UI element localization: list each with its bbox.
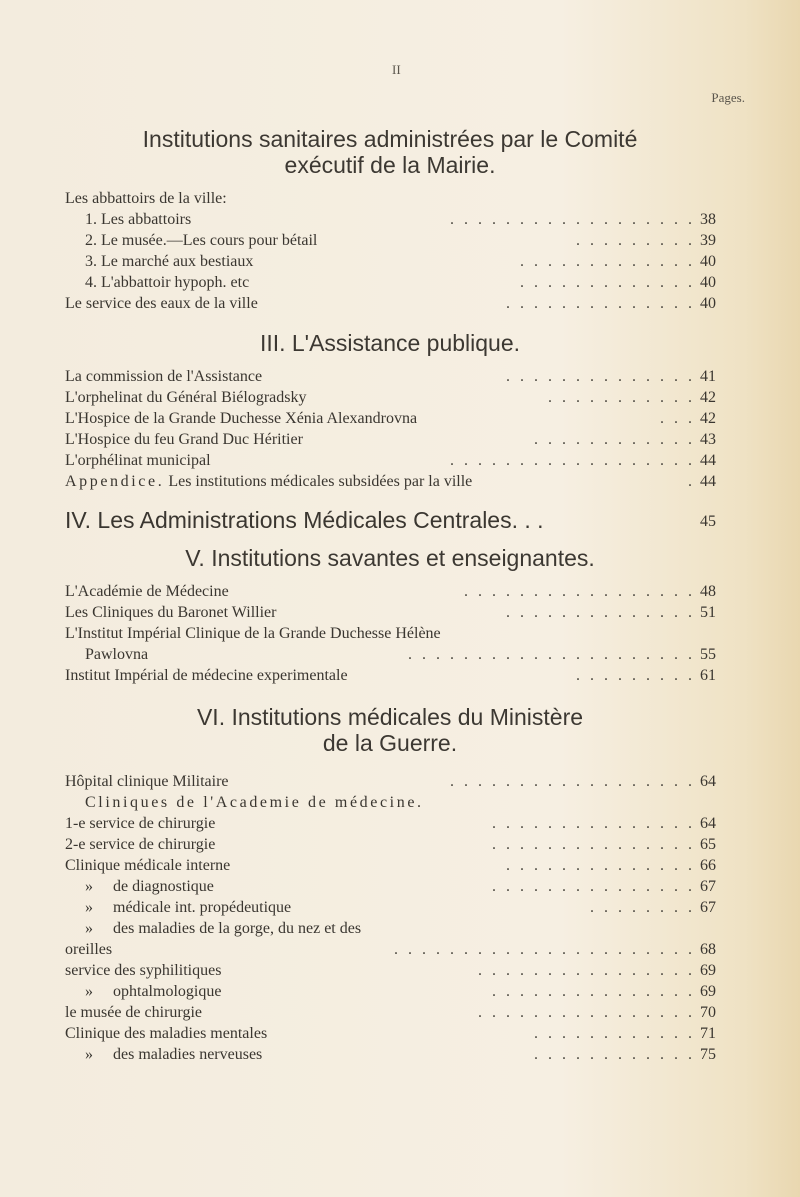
- toc-entry[interactable]: [65, 1044, 745, 1065]
- entry-page: 66: [700, 857, 716, 874]
- toc-entry[interactable]: [65, 408, 745, 429]
- toc-entry[interactable]: [65, 387, 745, 408]
- leader-dots: . . . . . . . . . . . . . . . . . . . . .: [408, 646, 695, 663]
- entry-text: Institut Impérial de médecine experimentale: [65, 667, 348, 684]
- entry-text: 2-e service de chirurgie: [65, 836, 216, 853]
- entry-text-line1: L'Institut Impérial Clinique de la Grande Duchesse Hélène: [65, 625, 441, 642]
- section-heading-sanitaires: Institutions sanitaires administrées par le Comité: [142, 126, 638, 152]
- entry-text: Les Cliniques du Baronet Willier: [65, 604, 277, 621]
- entry-text: La commission de l'Assistance: [65, 368, 263, 385]
- section-heading-administrations-row[interactable]: [65, 507, 745, 533]
- entry-page: 40: [700, 295, 716, 312]
- leader-dots: . . . . . . . . . . . . . . . .: [478, 1004, 695, 1021]
- page-number: II: [392, 62, 401, 77]
- entry-text: service des syphilitiques: [65, 962, 222, 979]
- leader-dots: . . .: [660, 410, 695, 427]
- toc-entry[interactable]: [65, 876, 745, 897]
- entry-text: » de diagnostique: [85, 878, 214, 895]
- toc-entry[interactable]: [65, 1023, 745, 1044]
- toc-entry[interactable]: [65, 209, 745, 230]
- leader-dots: . . . . . . . . . . . .: [534, 1046, 695, 1063]
- leader-dots: . . . . . . . . . . . . . .: [506, 604, 695, 621]
- toc-entry[interactable]: [65, 429, 745, 450]
- entry-page: 44: [700, 452, 716, 469]
- leader-dots: . . . . . . . . . . . . . . . . . . . . . .: [394, 941, 695, 958]
- entry-text: L'Hospice du feu Grand Duc Héritier: [65, 431, 303, 448]
- entry-text: L'orphelinat du Général Biélogradsky: [65, 389, 307, 406]
- toc-entry[interactable]: [65, 644, 745, 665]
- toc-entry[interactable]: [65, 834, 745, 855]
- toc-entry[interactable]: [65, 251, 745, 272]
- entry-text: » des maladies nerveuses: [85, 1046, 263, 1063]
- entry-page: 42: [700, 389, 716, 406]
- appendix-label: Appendice.: [65, 473, 165, 490]
- entry-page: 64: [700, 773, 716, 790]
- entry-page: 55: [700, 646, 716, 663]
- entry-page: 42: [700, 410, 716, 427]
- entry-page: 71: [700, 1025, 716, 1042]
- section-heading-guerre: VI. Institutions médicales du Ministère: [196, 704, 584, 730]
- section-heading-assistance: III. L'Assistance publique.: [259, 330, 521, 356]
- entry-text: 3. Le marché aux bestiaux: [85, 253, 254, 270]
- section-heading-sanitaires-line2: exécutif de la Mairie.: [284, 152, 496, 178]
- entry-page: 67: [700, 878, 716, 895]
- leader-dots: . . . . . . . .: [590, 899, 695, 916]
- leader-dots: . . . . . . . . . . . .: [534, 1025, 695, 1042]
- entry-page: 75: [700, 1046, 716, 1063]
- entry-page: 45: [700, 513, 716, 530]
- leader-dots: . . . . . . . . . . . . . . . . . .: [450, 211, 695, 228]
- entry-page: 67: [700, 899, 716, 916]
- subsection-heading-cliniques: Cliniques de l'Academie de médecine.: [85, 794, 424, 811]
- entry-text: Clinique des maladies mentales: [65, 1025, 268, 1042]
- toc-entry[interactable]: [65, 293, 745, 314]
- entry-page: 40: [700, 274, 716, 291]
- leader-dots: . . . . . . . . . . . . . .: [506, 368, 695, 385]
- leader-dots: . . . . . . . . . . . . . . . . .: [464, 583, 695, 600]
- entry-page: 38: [700, 211, 716, 228]
- entry-page: 65: [700, 836, 716, 853]
- entry-text: 2. Le musée.—Les cours pour bétail: [85, 232, 318, 249]
- entry-text: Clinique médicale interne: [65, 857, 231, 874]
- toc-entry[interactable]: [65, 897, 745, 918]
- entry-page: 39: [700, 232, 716, 249]
- pages-column-label: Pages.: [711, 90, 745, 105]
- entry-page: 41: [700, 368, 716, 385]
- toc-entry[interactable]: [65, 366, 745, 387]
- entry-page: 69: [700, 983, 716, 1000]
- toc-entry[interactable]: [65, 230, 745, 251]
- toc-entry[interactable]: [65, 960, 745, 981]
- leader-dots: . . . . . . . . . . . . . .: [506, 857, 695, 874]
- entry-page: 40: [700, 253, 716, 270]
- entry-page: 48: [700, 583, 716, 600]
- entry-text: Le service des eaux de la ville: [65, 295, 258, 312]
- leader-dots: . . . . . . . . .: [576, 232, 695, 249]
- leader-dots: . . . . . . . . . . . . . . . . . .: [450, 452, 695, 469]
- entry-page: 69: [700, 962, 716, 979]
- toc-entry[interactable]: [65, 581, 745, 602]
- entry-page: 68: [700, 941, 716, 958]
- entry-text: 1. Les abbattoirs: [85, 211, 192, 228]
- entry-text: Pawlovna: [85, 646, 149, 663]
- entry-page: 44: [700, 473, 716, 490]
- entry-text-line1: » des maladies de la gorge, du nez et des: [85, 920, 362, 937]
- toc-entry[interactable]: [65, 602, 745, 623]
- appendix-text: Les institutions médicales subsidées par la ville: [168, 473, 473, 490]
- toc-entry[interactable]: [65, 981, 745, 1002]
- leader-dots: . . . . . . . . . . .: [548, 389, 695, 406]
- toc-entry[interactable]: [65, 450, 745, 471]
- abattoirs-header: Les abbattoirs de la ville:: [65, 190, 227, 207]
- entry-text: le musée de chirurgie: [65, 1004, 202, 1021]
- section-heading-administrations: IV. Les Administrations Médicales Centrales. . .: [65, 507, 544, 533]
- section-heading-savantes: V. Institutions savantes et enseignantes.: [185, 545, 595, 571]
- section-heading-guerre-line2: de la Guerre.: [322, 730, 458, 756]
- leader-dots: . . . . . . . . . . . . . . .: [492, 983, 695, 1000]
- entry-text: 4. L'abbattoir hypoph. etc: [85, 274, 250, 291]
- entry-page: 43: [700, 431, 716, 448]
- entry-text: [65, 471, 472, 492]
- leader-dots: . . . . . . . . .: [576, 667, 695, 684]
- leader-dots: . . . . . . . . . . . .: [534, 431, 695, 448]
- entry-text: Hôpital clinique Militaire: [65, 773, 229, 790]
- toc-entry[interactable]: [65, 1002, 745, 1023]
- entry-page: 61: [700, 667, 716, 684]
- entry-text: » médicale int. propédeutique: [85, 899, 292, 916]
- entry-text: 1-e service de chirurgie: [65, 815, 216, 832]
- entry-page: 64: [700, 815, 716, 832]
- entry-text: L'Hospice de la Grande Duchesse Xénia Alexandrovna: [65, 410, 418, 427]
- toc-entry[interactable]: [65, 665, 745, 686]
- leader-dots: . . . . . . . . . . . . . . . . . .: [450, 773, 695, 790]
- leader-dots: . . . . . . . . . . . . . . . .: [478, 962, 695, 979]
- entry-page: 70: [700, 1004, 716, 1021]
- toc-entry[interactable]: [65, 471, 745, 492]
- leader-dots: . . . . . . . . . . . . . . .: [492, 815, 695, 832]
- leader-dots: .: [688, 473, 695, 490]
- leader-dots: . . . . . . . . . . . . .: [520, 274, 695, 291]
- toc-entry[interactable]: [65, 771, 745, 792]
- toc-entry[interactable]: [65, 939, 745, 960]
- entry-text: oreilles: [65, 941, 113, 958]
- entry-text: L'Académie de Médecine: [65, 583, 229, 600]
- entry-page: 51: [700, 604, 716, 621]
- leader-dots: . . . . . . . . . . . . . . .: [492, 836, 695, 853]
- toc-entry[interactable]: [65, 272, 745, 293]
- entry-text: » ophtalmologique: [85, 983, 222, 1000]
- leader-dots: . . . . . . . . . . . . . .: [506, 295, 695, 312]
- toc-entry[interactable]: [65, 855, 745, 876]
- entry-text: L'orphélinat municipal: [65, 452, 211, 469]
- toc-entry[interactable]: [65, 813, 745, 834]
- leader-dots: . . . . . . . . . . . . .: [520, 253, 695, 270]
- leader-dots: . . . . . . . . . . . . . . .: [492, 878, 695, 895]
